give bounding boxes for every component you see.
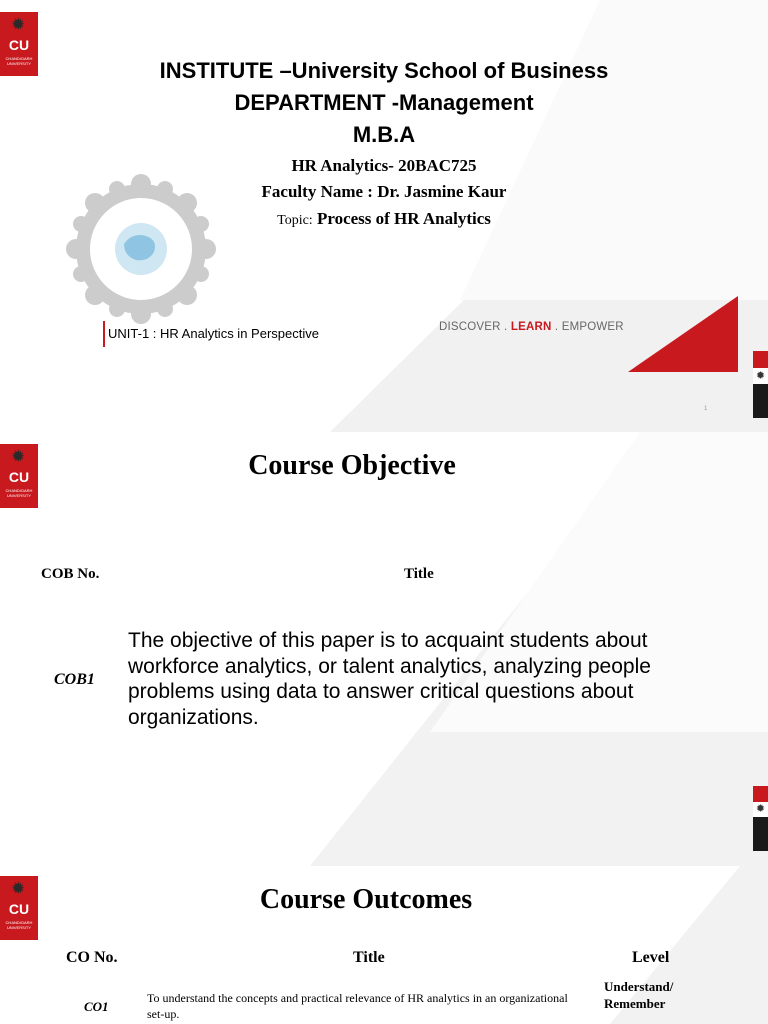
table-header-level: Level: [632, 949, 670, 966]
gear-icon: ✹: [11, 15, 26, 35]
tagline: [439, 321, 624, 333]
topic-value: Process of HR Analytics: [316, 209, 491, 228]
slide-course-objective: [0, 432, 768, 866]
side-tab-icon: ✹: [753, 368, 768, 384]
slide-title: [0, 0, 768, 432]
gear-icon: ✹: [11, 447, 26, 467]
department-line: DEPARTMENT -Management: [234, 90, 534, 115]
table-header-title: Title: [353, 949, 385, 966]
table-header-title: Title: [404, 566, 434, 582]
tagline-learn: LEARN: [510, 321, 552, 333]
page-title: Course Objective: [248, 450, 456, 481]
unit-label: UNIT-1 : HR Analytics in Perspective: [108, 326, 319, 341]
tagline-discover: DISCOVER .: [439, 321, 508, 333]
table-header-cob-no: COB No.: [41, 566, 100, 582]
institute-line: INSTITUTE –University School of Business: [159, 58, 609, 83]
side-tab-red: [753, 786, 768, 802]
logo-initials: CU: [8, 37, 30, 53]
logo-university: CHANDIGARH UNIVERSITY: [5, 920, 33, 930]
table-cell-level: Understand/ Remember: [604, 979, 674, 1011]
tagline-empower: . EMPOWER: [554, 321, 624, 333]
page-title: Course Outcomes: [259, 884, 473, 915]
logo-university: CHANDIGARH UNIVERSITY: [5, 488, 33, 498]
course-code: HR Analytics- 20BAC725: [291, 156, 477, 175]
program-name: M.B.A: [352, 122, 416, 147]
gear-icon: ✹: [11, 879, 26, 899]
logo-university: CHANDIGARH UNIVERSITY: [5, 56, 33, 66]
gear-globe-icon: [62, 174, 220, 324]
page-number: 1: [704, 406, 708, 412]
table-cell-title: To understand the concepts and practical relevance of HR analytics in an organizational set-up.: [147, 991, 568, 1021]
topic-label: Topic:: [277, 213, 313, 228]
table-cell-cob-no: COB1: [54, 671, 95, 688]
table-cell-title: The objective of this paper is to acquaint students about workforce analytics, or talent analytics, analyzing people problems using data to answer critical questions about organizations.: [128, 629, 651, 729]
logo-initials: CU: [8, 469, 30, 485]
slide-course-outcomes: [0, 866, 768, 1024]
side-tab-dark: [753, 817, 768, 851]
logo-initials: CU: [8, 901, 30, 917]
table-header-co-no: CO No.: [66, 949, 118, 966]
table-cell-co-no: CO1: [84, 999, 109, 1014]
side-tab-icon: ✹: [753, 802, 768, 817]
faculty-name: Faculty Name : Dr. Jasmine Kaur: [261, 182, 507, 201]
unit-marker: [103, 321, 105, 347]
side-tab-red: [753, 351, 768, 368]
side-tab-dark: [753, 384, 768, 418]
